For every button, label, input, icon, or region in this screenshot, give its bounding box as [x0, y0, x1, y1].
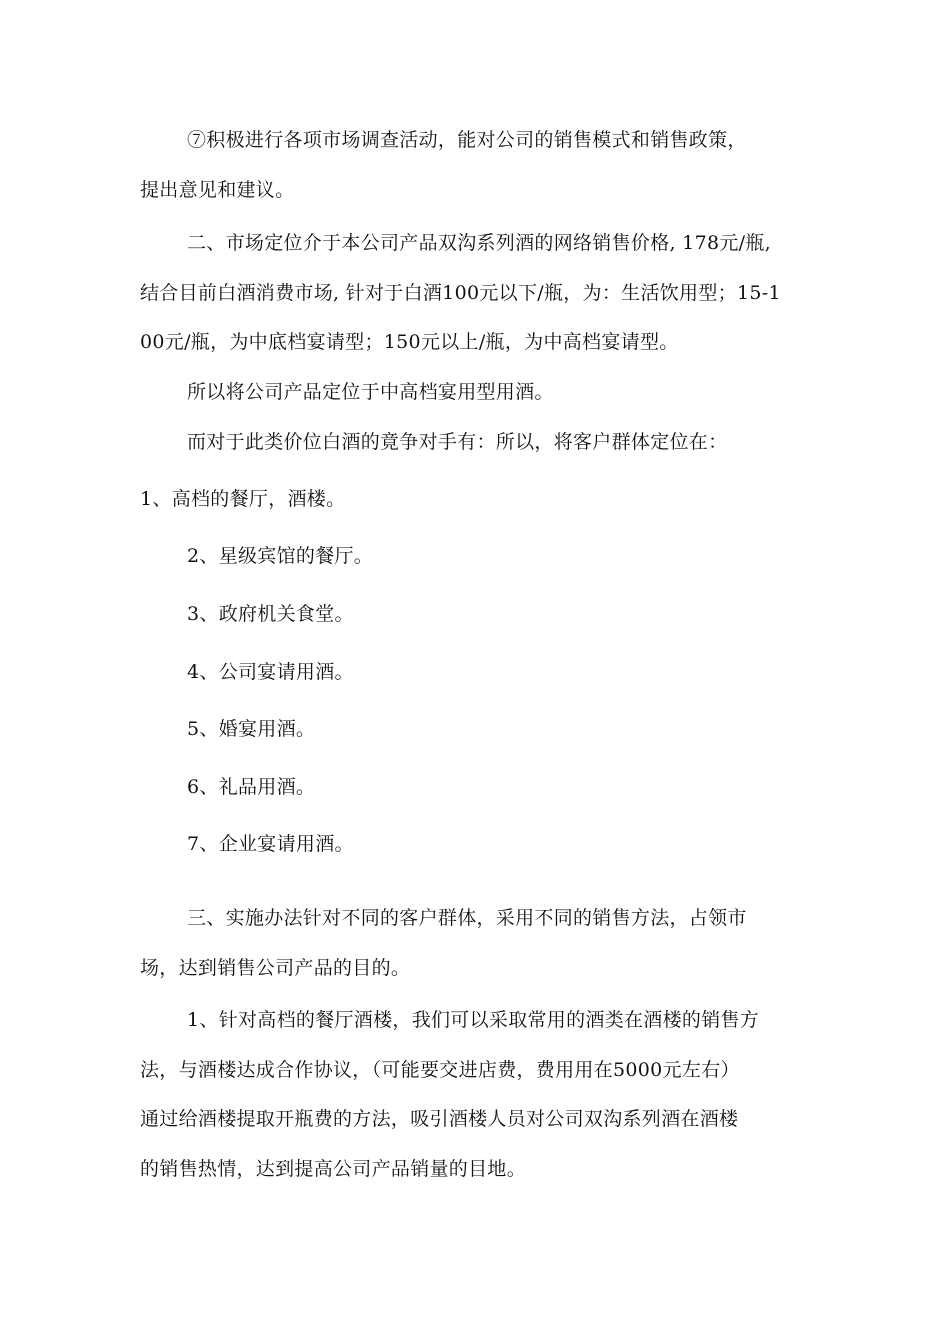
list-item: 1、高档的餐厅，酒楼。 — [140, 488, 346, 510]
paragraph-line: 通过给酒楼提取开瓶费的方法，吸引酒楼人员对公司双沟系列酒在酒楼 — [140, 1108, 739, 1130]
list-item: 2、星级宾馆的餐厅。 — [187, 545, 374, 567]
list-item: 4、公司宴请用酒。 — [187, 661, 354, 683]
paragraph-line: 的销售热情，达到提高公司产品销量的目地。 — [140, 1158, 527, 1180]
paragraph-line: 三、实施办法针对不同的客户群体，采用不同的销售方法，占领市 — [187, 907, 747, 929]
paragraph-line: 而对于此类价位白酒的竟争对手有：所以，将客户群体定位在： — [187, 431, 728, 453]
list-item: 3、政府机关食堂。 — [187, 603, 354, 625]
paragraph-line: 提出意见和建议。 — [140, 179, 295, 201]
paragraph-line: ⑦积极进行各项市场调查活动，能对公司的销售模式和销售政策， — [187, 129, 747, 151]
list-item: 5、婚宴用酒。 — [187, 718, 316, 740]
paragraph-line: 场，达到销售公司产品的目的。 — [140, 957, 411, 979]
paragraph-line: 1、针对高档的餐厅酒楼，我们可以采取常用的酒类在酒楼的销售方 — [187, 1009, 760, 1031]
list-item: 6、礼品用酒。 — [187, 776, 316, 798]
paragraph-line: 结合目前白酒消费市场, 针对于白酒100元以下/瓶，为：生活饮用型；15-1 — [140, 282, 781, 304]
paragraph-line: 法，与酒楼达成合作协议，（可能要交进店费，费用用在5000元左右） — [140, 1059, 740, 1081]
paragraph-line: 00元/瓶，为中底档宴请型；150元以上/瓶，为中高档宴请型。 — [140, 331, 679, 353]
paragraph-line: 二、市场定位介于本公司产品双沟系列酒的网络销售价格, 178元/瓶, — [187, 232, 771, 254]
paragraph-line: 所以将公司产品定位于中高档宴用型用酒。 — [187, 381, 554, 403]
list-item: 7、企业宴请用酒。 — [187, 833, 354, 855]
